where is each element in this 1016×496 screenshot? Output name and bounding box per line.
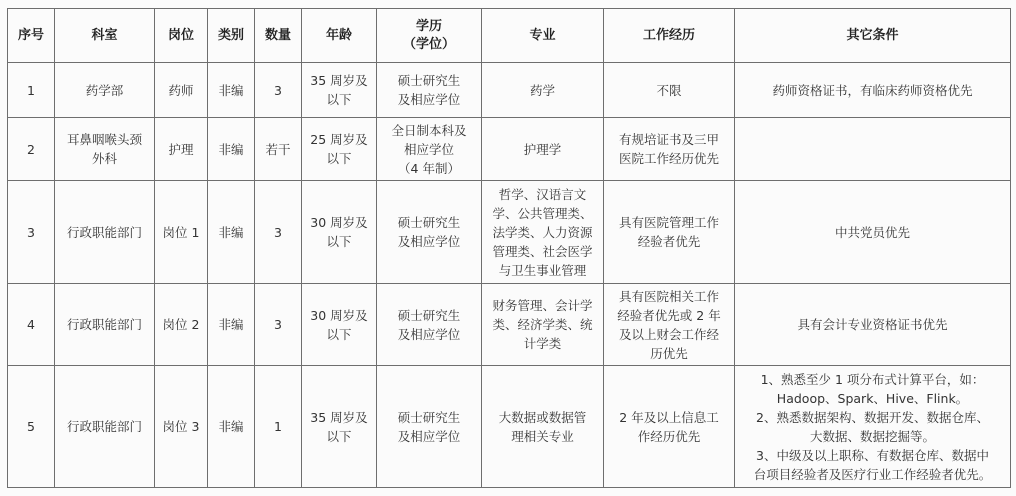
row-major [482, 118, 604, 181]
header-education-line2: （学位） [402, 36, 455, 52]
row-major-line: 护理学 [523, 141, 562, 157]
row-department-line: 药学部 [85, 82, 124, 98]
row-seq: 4 [8, 284, 55, 366]
row-type: 非编 [208, 118, 255, 181]
row-major-line: 计学类 [523, 336, 562, 351]
table-header-row [8, 9, 1011, 63]
row-education-line: 及相应学位 [397, 326, 461, 342]
row-education-line: 硕士研究生 [397, 307, 461, 323]
row-age-line: 35 周岁及 [310, 409, 368, 425]
row-education-line: 全日制本科及 [391, 122, 467, 138]
row-age [302, 181, 377, 284]
row-other-conditions-line: 1、熟悉至少 1 项分布式计算平台，如： [760, 371, 985, 387]
row-age [302, 284, 377, 366]
row-type: 非编 [208, 181, 255, 284]
row-department [55, 181, 155, 284]
row-other-conditions-line: 3、中级及以上职称、有数据仓库、数据中 [756, 447, 989, 463]
row-major-line: 管理类、社会医学 [492, 243, 593, 259]
header-dept: 科室 [55, 9, 155, 63]
row-count: 3 [255, 181, 302, 284]
row-post: 岗位 2 [155, 284, 208, 366]
row-seq: 5 [8, 366, 55, 488]
row-department-line: 行政职能部门 [66, 419, 142, 434]
row-department [55, 118, 155, 181]
row-work-experience [604, 181, 735, 284]
row-other-conditions-line: 台项目经验者及医疗行业工作经验者优先。 [753, 466, 992, 482]
row-education-line: 硕士研究生 [397, 409, 461, 425]
row-work-experience-line: 具有医院相关工作 [618, 288, 719, 304]
row-department-line: 行政职能部门 [66, 224, 142, 240]
row-department-line: 外科 [91, 151, 117, 166]
row-work-experience [604, 118, 735, 181]
row-other-conditions-line: 2、熟悉数据架构、数据开发、数据仓库、 [756, 409, 989, 425]
row-education-line: 及相应学位 [397, 234, 461, 249]
row-post: 岗位 1 [155, 181, 208, 284]
row-seq: 1 [8, 63, 55, 118]
row-count: 若干 [255, 118, 302, 181]
row-other-conditions [735, 366, 1011, 488]
row-age-line: 30 周岁及 [310, 307, 368, 323]
row-major-line: 法学类、人力资源 [492, 224, 593, 240]
row-education [377, 284, 482, 366]
recruitment-table [7, 8, 1011, 488]
row-work-experience [604, 63, 735, 118]
header-education [377, 9, 482, 63]
row-major-line: 理相关专业 [511, 428, 574, 444]
row-age-line: 30 周岁及 [310, 215, 368, 230]
row-major-line: 学、公共管理类、 [492, 205, 593, 221]
table-body [8, 63, 1011, 488]
row-age-line: 以下 [326, 326, 352, 342]
row-major [482, 181, 604, 284]
row-work-experience-line: 具有医院管理工作 [618, 215, 719, 230]
row-type: 非编 [208, 366, 255, 488]
row-post: 岗位 3 [155, 366, 208, 488]
row-other-conditions-line: 大数据、数据挖掘等。 [809, 428, 935, 444]
row-count: 1 [255, 366, 302, 488]
row-work-experience-line: 经验者优先或 2 年 [617, 307, 721, 323]
row-age [302, 366, 377, 488]
row-age-line: 25 周岁及 [310, 132, 368, 147]
row-major-line: 类、经济学类、统 [492, 317, 593, 332]
row-major-line: 与卫生事业管理 [498, 262, 587, 278]
row-type: 非编 [208, 63, 255, 118]
row-work-experience-line: 及以上财会工作经 [618, 326, 719, 342]
row-other-conditions-line: 具有会计专业资格证书优先 [797, 317, 948, 332]
row-education [377, 118, 482, 181]
row-other-conditions [735, 284, 1011, 366]
row-other-conditions-line: Hadoop、Spark、Hive、Flink。 [776, 390, 969, 406]
table-row [8, 284, 1011, 366]
header-seq: 序号 [8, 9, 55, 63]
row-age-line: 以下 [326, 234, 352, 249]
row-education-line: 及相应学位 [397, 92, 461, 107]
row-education [377, 181, 482, 284]
row-major [482, 284, 604, 366]
row-department-line: 耳鼻咽喉头颈 [66, 132, 142, 147]
row-other-conditions-line: 药师资格证书，有临床药师资格优先 [772, 82, 973, 98]
row-major-line: 财务管理、会计学 [492, 298, 593, 313]
row-age-line: 以下 [326, 92, 352, 107]
row-education-line: 硕士研究生 [397, 215, 461, 230]
row-work-experience-line: 历优先 [650, 345, 688, 361]
row-other-conditions [735, 118, 1011, 181]
header-work: 工作经历 [604, 9, 735, 63]
row-seq: 2 [8, 118, 55, 181]
row-count: 3 [255, 63, 302, 118]
table-row [8, 118, 1011, 181]
row-education-line: 及相应学位 [397, 428, 461, 444]
header-type: 类别 [208, 9, 255, 63]
header-post: 岗位 [155, 9, 208, 63]
row-education [377, 366, 482, 488]
row-count: 3 [255, 284, 302, 366]
row-age-line: 以下 [326, 428, 352, 444]
row-post: 护理 [155, 118, 208, 181]
row-age [302, 63, 377, 118]
row-education-line: 硕士研究生 [397, 73, 461, 88]
row-education-line: （4 年制） [398, 160, 460, 176]
row-type: 非编 [208, 284, 255, 366]
row-work-experience [604, 284, 735, 366]
row-work-experience-line: 医院工作经历优先 [618, 151, 719, 166]
row-work-experience-line: 不限 [656, 82, 682, 98]
row-other-conditions-line: 中共党员优先 [834, 224, 910, 240]
row-major-line: 药学 [529, 82, 555, 98]
row-education-line: 相应学位 [403, 141, 454, 157]
header-education-line1: 学历 [415, 18, 442, 34]
row-other-conditions [735, 181, 1011, 284]
row-other-conditions [735, 63, 1011, 118]
row-education [377, 63, 482, 118]
row-department-line: 行政职能部门 [66, 317, 142, 332]
header-other: 其它条件 [735, 9, 1011, 63]
row-major-line: 大数据或数据管 [498, 409, 587, 425]
row-department [55, 63, 155, 118]
row-department [55, 366, 155, 488]
row-work-experience-line: 有规培证书及三甲 [618, 132, 719, 147]
header-age: 年龄 [302, 9, 377, 63]
row-age-line: 35 周岁及 [310, 73, 368, 88]
row-age [302, 118, 377, 181]
row-post: 药师 [155, 63, 208, 118]
row-seq: 3 [8, 181, 55, 284]
row-work-experience [604, 366, 735, 488]
row-major [482, 366, 604, 488]
table-row [8, 63, 1011, 118]
table-row [8, 366, 1011, 488]
row-work-experience-line: 作经历优先 [637, 428, 701, 444]
row-age-line: 以下 [326, 151, 352, 166]
row-work-experience-line: 2 年及以上信息工 [619, 409, 719, 425]
header-count: 数量 [255, 9, 302, 63]
header-major: 专业 [482, 9, 604, 63]
row-work-experience-line: 经验者优先 [637, 234, 701, 249]
row-major-line: 哲学、汉语言文 [498, 186, 587, 202]
table-row [8, 181, 1011, 284]
row-department [55, 284, 155, 366]
row-major [482, 63, 604, 118]
